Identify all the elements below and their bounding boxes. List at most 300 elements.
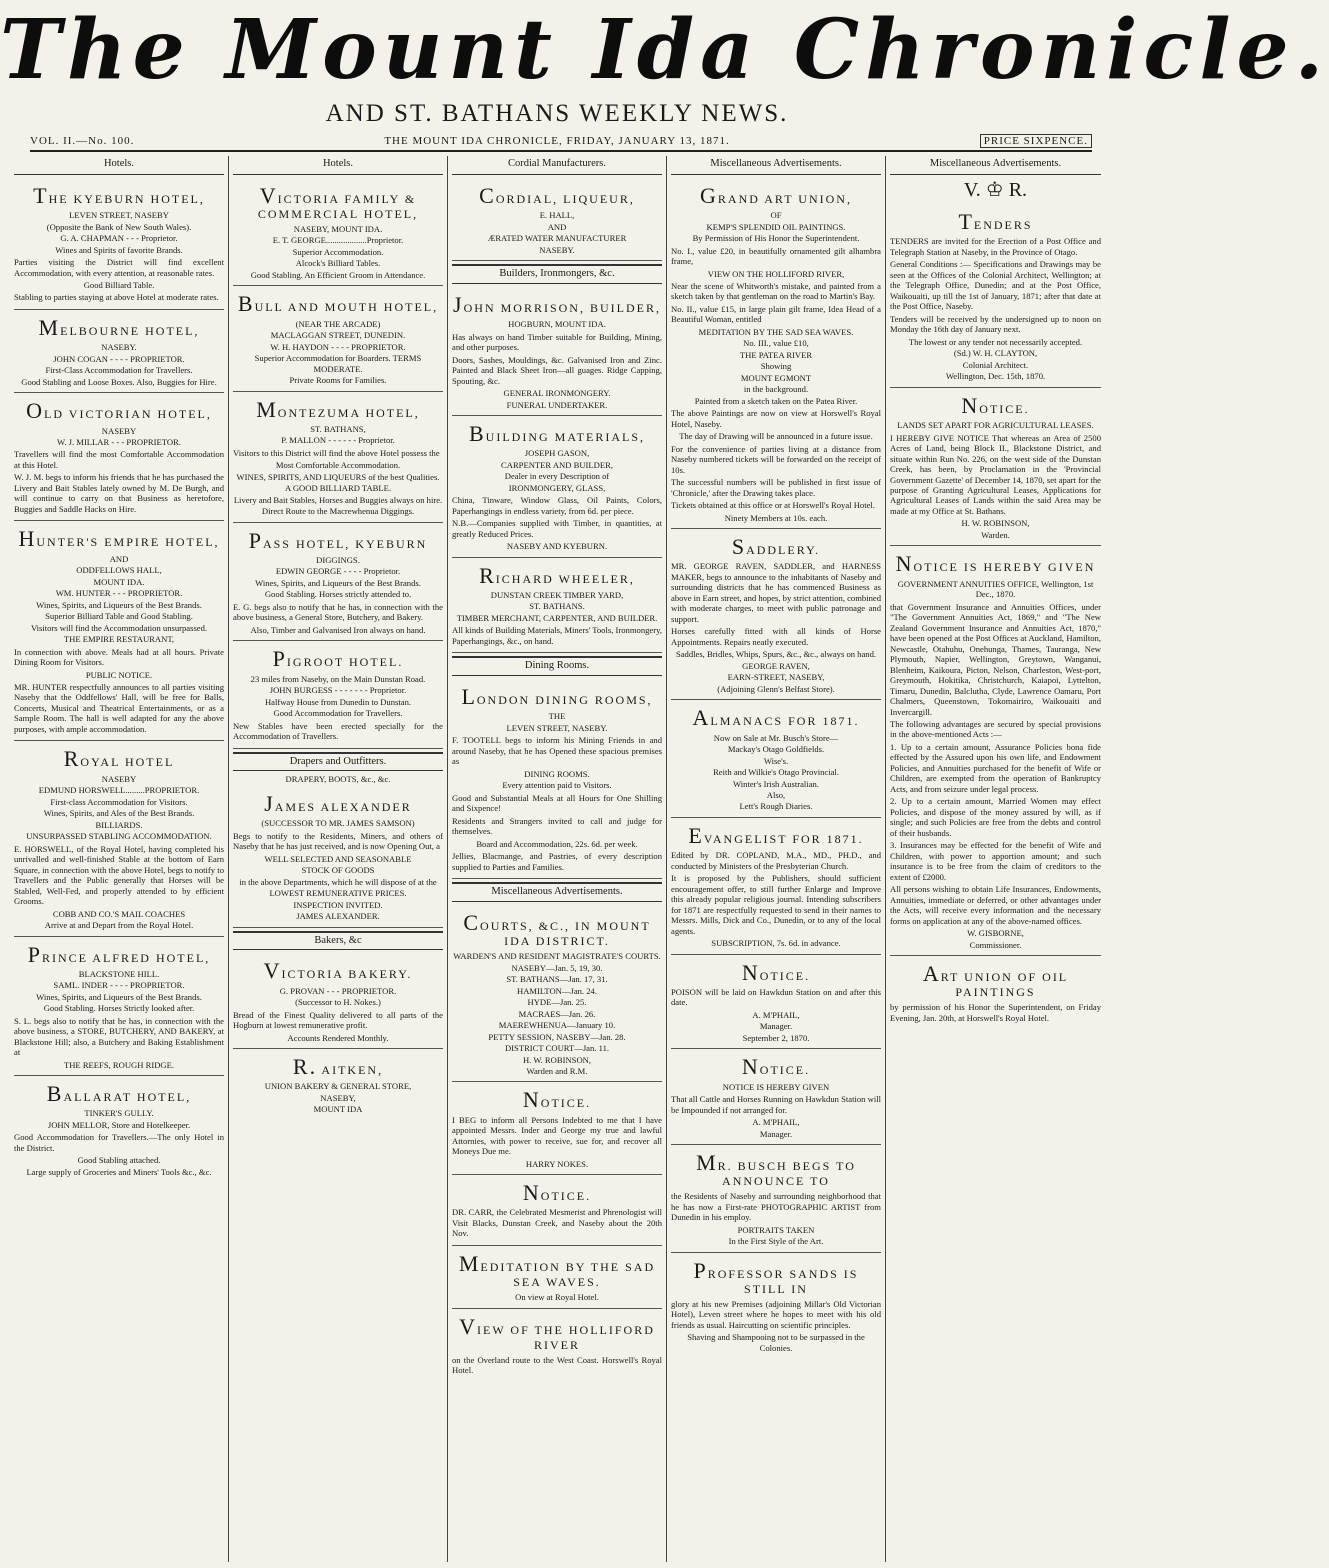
ad-text: Board and Accommodation, 22s. 6d. per week.	[476, 838, 638, 849]
ad-text: that Government Insurance and Annuities Offices, under "The Government Annuities Act, 1869," and "The New Zealand Government Insurance and Annuities Act, 1870," have been opened at the Post Offices at Auckland, Hamilton, Newcastle, Otahuhu, Onehunga, Thames, Tauranga, New Plymouth, Napier, Wellington, Greytown, Wanganui, Blenheim, Kaikoura, Picton, Nelson, Charleston, West-port, Greymouth, Hokitika, Christchurch, Kaiapoi, Lyttelton, Timaru, Dunedin, Balclutha, Clyde, Lawrence Oamaru, Port Chalmers, Queenstown, Tokomairiro, Waikouaiti and Invercargill.	[890, 601, 1101, 717]
section-heading: Bakers, &c	[233, 931, 443, 951]
advertisement	[233, 1049, 443, 1120]
ad-text: Superior Accommodation.	[292, 246, 384, 257]
ad-text: Colonial Architect.	[962, 359, 1029, 370]
ad-text: G. A. CHAPMAN - - - Proprietor.	[60, 233, 178, 244]
ad-text: (Adjoining Glenn's Belfast Store).	[717, 683, 835, 694]
ad-text: W. H. HAYDON - - - - PROPRIETOR.	[270, 341, 406, 352]
ad-text: PETTY SESSION, NASEBY—Jan. 28.	[488, 1031, 626, 1042]
section-heading: Miscellaneous Advertisements.	[452, 882, 662, 902]
advertisement	[890, 204, 1101, 388]
ad-text: Near the scene of Whitworth's mistake, and painted from a sketch taken by that gentleman on the road to Martin's Bay.	[671, 281, 881, 302]
ad-title: PRINCE ALFRED HOTEL,	[27, 941, 211, 967]
masthead-title: The Mount Ida Chronicle.	[0, 2, 1329, 98]
advertisement	[671, 178, 881, 529]
ad-text: Begs to notify to the Residents, Miners, and others of Naseby that he has just received, and is now Opening Out, a	[233, 830, 443, 852]
ad-text: NASEBY	[101, 425, 137, 436]
ad-text: in the above Departments, which he will dispose of at the	[239, 876, 437, 887]
ad-title: VICTORIA BAKERY.	[263, 958, 413, 984]
ad-text: Arrive at and Depart from the Royal Hotel.	[44, 920, 194, 931]
ad-text: TIMBER MERCHANT, CARPENTER, AND BUILDER.	[456, 612, 658, 623]
ad-text: AND	[109, 553, 129, 564]
ad-text: COBB AND CO.'S MAIL COACHES	[52, 908, 186, 919]
masthead-subtitle: AND ST. BATHANS WEEKLY NEWS.	[325, 100, 789, 127]
advertisement	[890, 546, 1101, 956]
ad-text: Large supply of Groceries and Miners' Tools &c., &c.	[26, 1166, 212, 1177]
ad-text: Has always on hand Timber suitable for Building, Mining, and other purposes.	[452, 331, 662, 353]
ad-text: LANDS SET APART FOR AGRICULTURAL LEASES.	[897, 420, 1094, 431]
ad-text: All kinds of Building Materials, Miners' Tools, Ironmongery, Paperhangings, &c., on hand.	[452, 625, 662, 646]
ad-text: It is proposed by the Publishers, should sufficient encouragement offer, to still further Enlarge and Improve this already popular religious journal. Intending subscribers for 1871 are respectfully requested to send in their names to Messrs. Mills, Dick and Co., Dunedin, or to any of the local agents.	[671, 873, 881, 936]
ad-title: OLD VICTORIAN HOTEL,	[26, 398, 212, 424]
advertisement	[233, 641, 443, 748]
ad-text: DINING ROOMS.	[524, 768, 590, 779]
ad-text: Mackay's Otago Goldfields.	[727, 744, 825, 755]
section-heading: Drapers and Outfitters.	[233, 752, 443, 772]
ad-text: ÆRATED WATER MANUFACTURER	[487, 233, 627, 244]
advertisement	[452, 558, 662, 654]
ad-text: EDMUND HORSWELL.........PROPRIETOR.	[38, 785, 200, 796]
ad-text: F. TOOTELL begs to inform his Mining Friends in and around Naseby, that he has Opened these spacious premises as	[452, 735, 662, 767]
advertisement	[452, 178, 662, 261]
ad-text: P. MALLON - - - - - - Proprietor.	[281, 435, 395, 446]
ad-text: Good Stabling. Horses Strictly looked after.	[43, 1003, 195, 1014]
ad-text: WARDEN'S AND RESIDENT MAGISTRATE'S COURTS.	[453, 951, 661, 962]
ad-title: NOTICE IS HEREBY GIVEN	[895, 551, 1096, 577]
ad-text: On view at Royal Hotel.	[515, 1292, 599, 1303]
ad-text: Dealer in every Description of	[504, 471, 610, 482]
ad-text: Wellington, Dec. 15th, 1870.	[945, 371, 1046, 382]
ad-text: The above Paintings are now on view at Horswell's Royal Hotel, Naseby.	[671, 408, 881, 429]
advertisement	[890, 956, 1101, 1029]
ad-text: INSPECTION INVITED.	[293, 899, 383, 910]
ad-title: JAMES ALEXANDER	[264, 790, 412, 816]
ad-text: LEVEN STREET, NASEBY.	[506, 722, 608, 733]
ad-text: E. HORSWELL, of the Royal Hotel, having completed his unrivalled and well-finished Stable at the bottom of Earn Square, in connection with the above Hotel, begs to notify to Travellers and the Public generally that Horses will be Stabled, Well-Fed, and properly attended to by efficient Grooms.	[14, 843, 224, 907]
advertisement	[233, 786, 443, 928]
ad-text: G. PROVAN - - - PROPRIETOR.	[279, 985, 397, 996]
ad-text: Shaving and Shampooing not to be surpassed in the Colonies.	[687, 1332, 865, 1353]
ad-text: TINKER'S GULLY.	[84, 1108, 154, 1119]
ad-text: MEDITATION BY THE SAD SEA WAVES.	[698, 326, 854, 337]
royal-crest-icon: V. ♔ R.	[963, 178, 1028, 201]
ad-text: First-Class Accommodation for Travellers.	[45, 365, 193, 376]
advertisement	[233, 392, 443, 523]
volume-number: VOL. II.—No. 100.	[30, 135, 135, 147]
ad-text: UNSURPASSED STABLING ACCOMMODATION.	[26, 831, 212, 842]
ad-text: GEORGE RAVEN,	[742, 660, 810, 671]
ad-text: Parties visiting the District will find excellent Accommodation, with every attention, at reasonable rates.	[14, 257, 224, 278]
ad-text: MOUNT IDA.	[93, 576, 145, 587]
ad-text: Visitors to this District will find the above Hotel possess the	[233, 447, 440, 458]
ad-text: Horses carefully fitted with all kinds of Horse Appointments. Repairs neatly executed.	[671, 626, 881, 647]
ad-text: Every attention paid to Visitors.	[502, 780, 612, 791]
ad-text: Residents and Strangers invited to call and judge for themselves.	[452, 815, 662, 837]
ad-title: LONDON DINING ROOMS,	[461, 684, 653, 710]
column-heading: Cordial Manufacturers.	[452, 156, 662, 175]
ad-text: JOHN BURGESS - - - - - - - Proprietor.	[269, 685, 407, 696]
ad-text: THE PATEA RIVER	[739, 349, 813, 360]
ad-title: VICTORIA FAMILY & COMMERCIAL HOTEL,	[257, 182, 419, 222]
columns	[10, 156, 1106, 1562]
advertisement	[671, 818, 881, 955]
ad-text: Direct Route to the Macrewhenua Diggings.	[261, 506, 415, 517]
ad-text: HOGBURN, MOUNT IDA.	[508, 319, 606, 330]
ad-title: SADDLERY.	[731, 534, 821, 560]
ad-text: NASEBY, MOUNT IDA.	[293, 223, 383, 234]
advertisement	[233, 953, 443, 1049]
ad-text: Bread of the Finest Quality delivered to all parts of the Hogburn at lowest remunerative profit.	[233, 1009, 443, 1031]
ad-text: ST. BATHANS.	[529, 601, 585, 612]
ad-title: ALMANACS FOR 1871.	[692, 705, 860, 731]
ad-text: 2. Up to a certain amount, Married Women may effect Policies, and dispose of the money assured by will, as if single; and such Policies are free from the debts and control of their husbands.	[890, 796, 1101, 838]
ad-text: Winter's Irish Australian.	[733, 778, 819, 789]
price: PRICE SIXPENCE.	[980, 134, 1092, 148]
ad-text: Good Billiard Table.	[83, 280, 155, 290]
ad-text: China, Tinware, Window Glass, Oil Paints, Colors, Paperhangings in endless variety, from 6d. per piece.	[452, 495, 662, 516]
advertisement	[14, 310, 224, 393]
ad-text: W. J. M. begs to inform his friends that he has purchased the Livery and Bait Stables lately owned by M. De Burgh, and will continue to carry on that Business as heretofore, Buggies and Saddle Hacks on Hire.	[14, 472, 224, 514]
ad-text: WM. HUNTER - - - PROPRIETOR.	[55, 588, 183, 599]
ad-text: Reith and Wilkie's Otago Provincial.	[713, 767, 839, 778]
ad-text: in the background.	[743, 384, 809, 395]
ad-text: GOVERNMENT ANNUITIES OFFICE, Wellington, 1st Dec., 1870.	[897, 578, 1094, 600]
advertisement	[671, 955, 881, 1050]
ad-text: A. M'PHAIL,	[752, 1009, 800, 1020]
advertisement	[452, 287, 662, 416]
ad-title: VIEW OF THE HOLLIFORD RIVER	[459, 1313, 655, 1352]
ad-text: No. II., value £15, in large plain gilt frame, Idea Head of a Beautiful Woman, entitled	[671, 303, 881, 325]
ad-text: Doors, Sashes, Mouldings, &c. Galvanised Iron and Zinc. Painted and Black Sheet Iron—all guages. Ridge Capping, Spouting, &c.	[452, 354, 662, 386]
ad-text: NASEBY.	[539, 244, 575, 255]
section-subheading: DRAPERY, BOOTS, &c., &c.	[285, 774, 391, 785]
ad-text: the Residents of Naseby and surrounding neighborhood that he has now a First-rate PHOTOGRAPHIC ARTIST from Dunedin in his employ.	[671, 1191, 881, 1223]
ad-text: H. W. ROBINSON,	[961, 518, 1030, 529]
ad-text: NASEBY AND KYEBURN.	[506, 541, 608, 552]
ad-text: THE	[548, 711, 566, 722]
ad-text: (NEAR THE ARCADE)	[295, 318, 381, 329]
ad-text: glory at his new Premises (adjoining Millar's Old Victorian Hotel), Leven street where he hopes to meet with his old friends as usual. Haircutting on scientific principles.	[671, 1298, 881, 1330]
ad-text: HARRY NOKES.	[525, 1158, 589, 1169]
ad-text: POISON will be laid on Hawkdun Station on and after this date.	[671, 986, 881, 1008]
ad-title: ROYAL HOTEL	[63, 746, 175, 772]
ad-text: (Opposite the Bank of New South Wales).	[46, 221, 192, 232]
ad-text: Also,	[766, 790, 786, 800]
ad-text: Ninety Members at 10s. each.	[724, 512, 828, 523]
ad-text: Wines, Spirits, and Liqueurs of the Best Brands.	[255, 577, 421, 588]
column-4	[667, 156, 886, 1562]
ad-text: MAEREWHENUA—January 10.	[498, 1020, 616, 1031]
ad-title: NOTICE.	[522, 1180, 592, 1206]
ad-text: SUBSCRIPTION, 7s. 6d. in advance.	[711, 938, 841, 949]
column-2	[229, 156, 448, 1562]
ad-text: Commissioner.	[969, 939, 1022, 950]
ad-text: PORTRAITS TAKEN	[737, 1224, 815, 1235]
ad-text: Tenders will be received by the undersigned up to noon on Monday the 16th day of January next.	[890, 313, 1101, 335]
ad-text: Superior Billiard Table and Good Stabling.	[45, 611, 193, 622]
ad-text: MACLAGGAN STREET, DUNEDIN.	[270, 330, 406, 341]
ad-text: That all Cattle and Horses Running on Hawkdun Station will be Impounded if not arranged for.	[671, 1094, 881, 1115]
ad-text: NASEBY—Jan. 5, 19, 30.	[511, 962, 603, 973]
ad-text: Good Accommodation for Travellers.—The only Hotel in the District.	[14, 1132, 224, 1153]
ad-text: New Stables have been erected specially for the Accommodation of Travellers.	[233, 720, 443, 742]
advertisement	[452, 905, 662, 1082]
advertisement	[14, 521, 224, 741]
ad-text: FUNERAL UNDERTAKER.	[506, 399, 608, 410]
advertisement	[452, 679, 662, 879]
ad-title: THE KYEBURN HOTEL,	[33, 182, 205, 208]
ad-text: Tickets obtained at this office or at Horswell's Royal Hotel.	[671, 500, 875, 511]
ad-text: In connection with above. Meals had at all hours. Private Dining Room for Visitors.	[14, 646, 224, 668]
advertisement	[452, 1175, 662, 1246]
ad-text: (SUCCESSOR TO MR. JAMES SAMSON)	[261, 818, 415, 829]
advertisement	[890, 388, 1101, 547]
ad-text: NASEBY.	[101, 342, 137, 353]
ad-text: 3. Insurances may be effected for the benefit of Wife and Children, with power to apportion amount; and such insurance is to be free from the claim of creditors to the extent of £2000.	[890, 840, 1101, 882]
ad-title: MEDITATION BY THE SAD SEA WAVES.	[458, 1250, 656, 1290]
ad-text: Good Accommodation for Travellers.	[273, 708, 403, 719]
ad-text: N.B.—Companies supplied with Timber, in quantities, at greatly Reduced Prices.	[452, 518, 662, 539]
ad-text: EDWIN GEORGE - - - - Proprietor.	[275, 566, 401, 577]
masthead	[0, 0, 1329, 128]
ad-title: BULL AND MOUTH HOTEL,	[237, 291, 439, 317]
issue-date: THE MOUNT IDA CHRONICLE, FRIDAY, JANUARY 13, 1871.	[384, 135, 730, 147]
section-heading: Builders, Ironmongers, &c.	[452, 264, 662, 284]
ad-text: I BEG to inform all Persons Indebted to me that I have appointed Messrs. Inder and George my true and lawful Attornies, with power to receive, sue for, and recover all Moneys Due me.	[452, 1114, 662, 1157]
ad-title: PASS HOTEL, KYEBURN	[248, 527, 428, 553]
ad-text: September 2, 1870.	[742, 1032, 810, 1043]
ad-title: EVANGELIST FOR 1871.	[688, 822, 864, 848]
ad-title: HUNTER'S EMPIRE HOTEL,	[18, 526, 220, 552]
ad-text: Wines and Spirits of favorite Brands.	[55, 244, 183, 255]
ad-text: JOHN MELLOR, Store and Hotelkeeper.	[47, 1119, 191, 1130]
ad-text: Also, Timber and Galvanised Iron always on hand.	[250, 624, 426, 635]
ad-text: Alcock's Billiard Tables.	[295, 258, 381, 269]
ad-text: W. GISBORNE,	[967, 928, 1024, 939]
ad-text: NASEBY,	[320, 1092, 356, 1103]
ad-text: I HEREBY GIVE NOTICE That whereas an Area of 2500 Acres of Land, being Block II., Blackstone District, and situate within Run No. 226, on the west side of the Dunstan Creek, has been, by Proclamation in the 'Provincial Government Gazette' of December 14, 1870, set apart for the purpose of Granting Agricultural Leases, Applications for Agricultural Leases of Lands within the said Area may be made at my Office at St. Bathans.	[890, 432, 1101, 516]
ad-text: DISTRICT COURT—Jan. 11.	[504, 1043, 610, 1054]
ad-text: IRONMONGERY, GLASS,	[508, 482, 606, 493]
ad-text: TENDERS are invited for the Erection of a Post Office and Telegraph Station at Naseby, in the Province of Otago.	[890, 236, 1101, 257]
ad-text: Now on Sale at Mr. Busch's Store—	[713, 732, 839, 743]
ad-text: JOHN COGAN - - - - PROPRIETOR.	[53, 353, 185, 364]
column-3	[448, 156, 667, 1562]
advertisement	[233, 523, 443, 642]
advertisement	[452, 1082, 662, 1175]
ad-text: on the Overland route to the West Coast. Horswell's Royal Hotel.	[452, 1354, 662, 1376]
ad-text: (Successor to H. Nokes.)	[295, 997, 381, 1008]
ad-text: By Permission of His Honor the Superintendent.	[692, 233, 860, 244]
ad-text: Warden and R.M.	[526, 1065, 588, 1076]
ad-text: Visitors will find the Accommodation unsurpassed.	[30, 622, 208, 633]
ad-text: GENERAL IRONMONGERY.	[503, 388, 611, 399]
dateline	[30, 134, 1092, 152]
ad-text: SAML. INDER - - - - PROPRIETOR.	[53, 980, 185, 991]
advertisement	[14, 393, 224, 521]
ad-title: MELBOURNE HOTEL,	[38, 314, 200, 340]
ad-text: UNION BAKERY & GENERAL STORE,	[264, 1081, 412, 1092]
ad-title: BUILDING MATERIALS,	[468, 421, 645, 446]
ad-text: ST. BATHANS,	[310, 423, 366, 434]
ad-text: Travellers will find the most Comfortable Accommodation at this Hotel.	[14, 449, 224, 470]
ad-title: CORDIAL, LIQUEUR,	[479, 182, 635, 208]
ad-text: JAMES ALEXANDER.	[296, 911, 380, 922]
ad-text: AND	[547, 221, 567, 232]
ad-title: R. AITKEN,	[292, 1054, 384, 1080]
ad-title: BALLARAT HOTEL,	[46, 1081, 192, 1107]
advertisement	[14, 1076, 224, 1182]
ad-title: RICHARD WHEELER,	[479, 562, 635, 588]
ad-text: DR. CARR, the Celebrated Mesmerist and Phrenologist will Visit Blacks, Dunstan Creek, and Naseby about the 20th Nov.	[452, 1207, 662, 1239]
ad-title: NOTICE.	[741, 1054, 811, 1080]
column-heading: Hotels.	[233, 156, 443, 175]
ad-text: LEVEN STREET, NASEBY	[69, 210, 169, 221]
ad-text: Livery and Bait Stables, Horses and Buggies always on hire.	[233, 494, 443, 505]
ad-text: LOWEST REMUNERATIVE PRICES.	[269, 888, 407, 899]
ad-title: NOTICE.	[741, 959, 811, 985]
ad-text: Wines, Spirits, and Liqueurs of the Best Brands.	[36, 599, 202, 610]
ad-text: Manager.	[759, 1128, 793, 1139]
ad-text: THE EMPIRE RESTAURANT,	[63, 634, 175, 645]
ad-text: ODDFELLOWS HALL,	[76, 565, 162, 576]
ad-text: JOSEPH GASON,	[524, 448, 590, 459]
ad-text: Showing	[760, 361, 792, 372]
advertisement	[452, 416, 662, 558]
ad-text: Warden.	[981, 529, 1010, 540]
ad-text: Edited by DR. COPLAND, M.A., MD., PH.D., and conducted by Ministers of the Presbyterian Church.	[671, 850, 881, 871]
advertisement	[671, 700, 881, 818]
ad-text: MR. GEORGE RAVEN, SADDLER, and HARNESS MAKER, begs to announce to the inhabitants of Naseby and surrounding districts that he has commenced Business as above in Earn street, and hopes, by strict attention, combined with moderate charges, to meet with public patronage and support.	[671, 561, 882, 624]
ad-text: 1. Up to a certain amount, Assurance Policies bona fide effected by the Assured upon his own life, and Endowment Policies, and Annuities purchased for the benefit of Wife or Children, are exempted from the operation of Bankruptcy Acts, and from seizure under legal process.	[890, 741, 1101, 794]
ad-text: All persons wishing to obtain Life Insurances, Endowments, Annuities, immediate or deferred, or other advantages under the Acts, will receive every information and the necessary forms on application at any of the above-named offices.	[890, 884, 1101, 926]
column-heading: Miscellaneous Advertisements.	[671, 156, 881, 175]
ad-text: (Sd.) W. H. CLAYTON,	[953, 348, 1038, 359]
ad-title: ART UNION OF OIL PAINTINGS	[922, 961, 1069, 1000]
advertisement	[671, 529, 881, 700]
ad-text: Private Rooms for Families.	[289, 375, 387, 386]
ad-text: HAMILTON—Jan. 24.	[517, 985, 597, 996]
ad-text: Stabling to parties staying at above Hotel at moderate rates.	[14, 292, 219, 303]
advertisement	[452, 1246, 662, 1309]
ad-text: H. W. ROBINSON,	[522, 1054, 592, 1065]
ad-title: NOTICE.	[522, 1087, 592, 1113]
ad-text: PUBLIC NOTICE.	[85, 669, 153, 680]
ad-text: Good Stabling and Loose Boxes. Also, Buggies for Hire.	[21, 376, 217, 387]
ad-text: In the First Style of the Art.	[728, 1236, 824, 1247]
ad-text: Good Stabling. Horses strictly attended to.	[264, 589, 412, 600]
ad-title: JOHN MORRISON, BUILDER,	[453, 291, 661, 317]
ad-text: Wines, Spirits, and Ales of the Best Brands.	[43, 808, 195, 819]
ad-text: S. L. begs also to notify that he has, in connection with the above business, a STORE, BUTCHERY, AND BAKERY, at Blackstone Hill; also, a Butchery and Baking Establishment at	[14, 1015, 224, 1058]
ad-title: TENDERS	[958, 209, 1033, 235]
ad-text: THE REEFS, ROUGH RIDGE.	[63, 1059, 175, 1070]
ad-text: MR. HUNTER respectfully announces to all parties visiting Naseby that the Oddfellows' Hall, will be free for Balls, Concerts, Musical and Theatrical Entertainments, or as a Sample Room. The hall is well adapted for any the above purposes, with ample accommodation.	[14, 682, 224, 734]
ad-text: Wise's.	[763, 755, 789, 766]
ad-text: The successful numbers will be published in first issue of 'Chronicle,' after the Drawing takes place.	[671, 477, 881, 498]
ad-text: MOUNT IDA	[313, 1104, 363, 1115]
ad-text: The following advantages are secured by special provisions in the above-mentioned Acts :—	[890, 719, 1101, 740]
ad-title: GRAND ART UNION,	[700, 182, 852, 208]
ad-text: MOUNT EGMONT	[740, 372, 812, 383]
ad-text: For the convenience of parties living at a distance from Naseby numbered tickets will be forwarded on the receipt of 10s.	[671, 443, 881, 475]
ad-text: A. M'PHAIL,	[752, 1117, 800, 1128]
ad-title: NOTICE.	[961, 392, 1030, 418]
ad-title: MONTEZUMA HOTEL,	[256, 396, 420, 422]
advertisement	[671, 1049, 881, 1145]
ad-text: NOTICE IS HEREBY GIVEN	[722, 1081, 830, 1092]
ad-text: General Conditions :— Specifications and Drawings may be seen at the Offices of the Colonial Architect, Wellington; at the Telegraph Office, Dunedin; and at the Post Office, Waikouaiti, up till the 1st of January, 1871; after that date at the Post Office, Naseby.	[890, 259, 1101, 312]
advertisement	[671, 1145, 881, 1253]
ad-text: Painted from a sketch taken on the Patea River.	[694, 395, 858, 406]
ad-text: The day of Drawing will be announced in a future issue.	[679, 431, 873, 442]
ad-text: DIGGINGS.	[316, 554, 360, 565]
ad-text: A GOOD BILLIARD TABLE.	[284, 483, 392, 494]
ad-text: Halfway House from Dunedin to Dunstan.	[264, 696, 412, 707]
ad-title: PIGROOT HOTEL.	[272, 646, 404, 672]
ad-text: Good Stabling attached.	[77, 1155, 161, 1166]
ad-text: ST. BATHANS—Jan. 17, 31.	[506, 974, 608, 985]
ad-text: W. J. MILLAR - - - PROPRIETOR.	[57, 436, 181, 447]
ad-text: E. T. GEORGE...................Proprietor.	[272, 235, 404, 246]
ad-title: COURTS, &C., IN MOUNT IDA DISTRICT.	[463, 910, 651, 949]
ad-text: Most Comfortable Accommodation.	[275, 460, 401, 471]
ad-text: Accounts Rendered Monthly.	[287, 1032, 389, 1043]
ad-text: CARPENTER AND BUILDER,	[501, 459, 613, 470]
ad-text: No. I., value £20, in beautifully ornamented gilt alhambra frame,	[671, 245, 881, 267]
ad-text: Superior Accommodation for Boarders. TERMS MODERATE.	[254, 353, 422, 374]
ad-text: 23 miles from Naseby, on the Main Dunstan Road.	[250, 673, 426, 684]
ad-text: STOCK OF GOODS	[301, 865, 375, 876]
ad-text: WINES, SPIRITS, AND LIQUEURS of the best Qualities.	[236, 471, 440, 482]
ad-text: Manager.	[759, 1021, 793, 1032]
ad-text: Lett's Rough Diaries.	[739, 801, 813, 812]
advertisement	[233, 178, 443, 287]
ad-text: DUNSTAN CREEK TIMBER YARD,	[490, 589, 624, 600]
advertisement	[233, 286, 443, 391]
advertisement	[671, 1253, 881, 1359]
ad-text: BILLIARDS.	[95, 819, 143, 830]
ad-text: by permission of his Honor the Superintendent, on Friday Evening, Jan. 20th, at Horswell's Royal Hotel.	[890, 1002, 1101, 1023]
ad-text: First-class Accommodation for Visitors.	[50, 796, 188, 807]
ad-text: E. HALL,	[539, 210, 575, 221]
column-heading: Miscellaneous Advertisements.	[890, 156, 1101, 175]
ad-text: EARN-STREET, NASEBY,	[727, 672, 825, 683]
ad-text: MACRAES—Jan. 26.	[518, 1008, 596, 1019]
ad-text: KEMP'S SPLENDID OIL PAINTINGS.	[706, 221, 846, 232]
ad-text: Good Stabling. An Efficient Groom in Attendance.	[250, 269, 426, 280]
ad-text: WELL SELECTED AND SEASONABLE	[264, 853, 412, 864]
ad-text: No. III., value £10,	[743, 338, 809, 349]
column-5	[886, 156, 1105, 1562]
ad-text: Wines, Spirits, and Liqueurs of the Best Brands.	[36, 991, 202, 1002]
advertisement	[452, 1309, 662, 1382]
ad-text: VIEW ON THE HOLLIFORD RIVER,	[707, 268, 845, 279]
ad-text: Jellies, Blacmange, and Pastries, of every description supplied to Parties and Families.	[452, 851, 662, 872]
ad-title: PROFESSOR SANDS IS STILL IN	[693, 1257, 859, 1296]
advertisement	[14, 178, 224, 310]
ad-text: The lowest or any tender not necessarily accepted.	[908, 336, 1083, 347]
ad-text: Good and Substantial Meals at all Hours for One Shilling and Sixpence!	[452, 792, 662, 814]
section-heading: Dining Rooms.	[452, 656, 662, 676]
ad-title: MR. BUSCH BEGS TO ANNOUNCE TO	[696, 1150, 856, 1189]
advertisement	[14, 937, 224, 1077]
ad-text: E. G. begs also to notify that he has, in connection with the above business, a General Store, Butchery, and Bakery.	[233, 601, 443, 623]
ad-text: NASEBY	[101, 773, 137, 784]
ad-text: BLACKSTONE HILL.	[78, 968, 160, 979]
ad-text: Saddles, Bridles, Whips, Spurs, &c., &c., always on hand.	[675, 649, 877, 660]
ad-text: OF	[770, 210, 782, 221]
